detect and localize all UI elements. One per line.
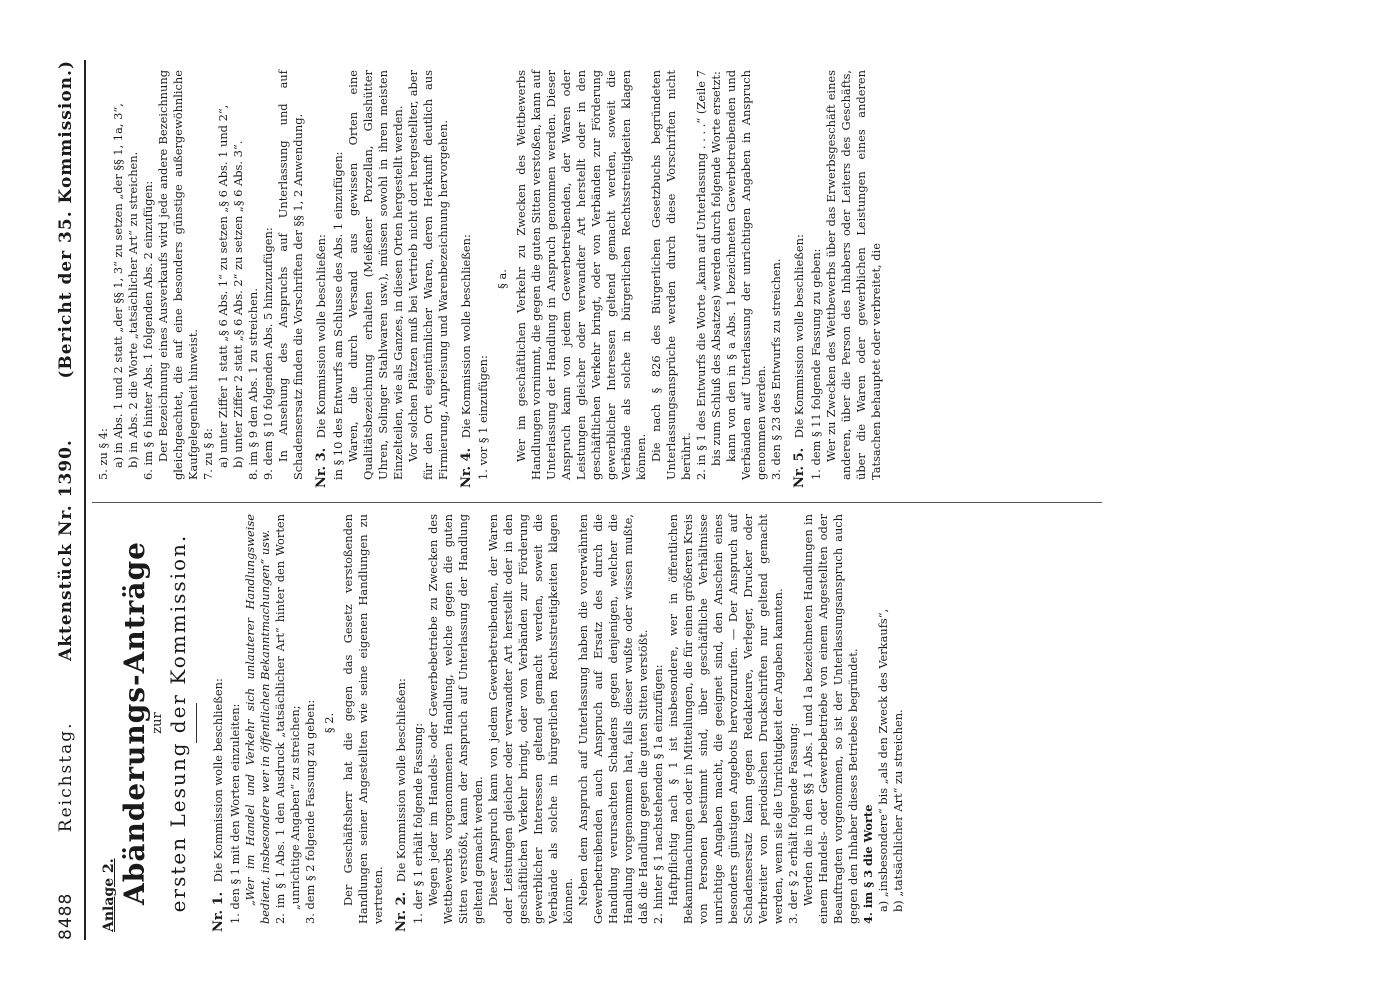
paragraph: Neben dem Anspruch auf Unterlassung haben die vorerwähnten Gewerbetreibenden auch Anspruch auf Ersatz des durch die Handlung verursachten Schadens gegen denjenigen, welcher die Handlung vorgenommen hat, falls dieser wußte oder wissen mußte, daß die Handlung gegen die guten Sitten verstößt. [576, 514, 650, 924]
motion-subitem: b) in Abs. 2 die Worte „tatsächlicher Art“ zu streichen. [126, 151, 140, 468]
page-number: 8488 [56, 892, 76, 940]
section-heading: § a. [495, 269, 509, 289]
motion-intro: Die Kommission wolle beschließen: [314, 234, 328, 439]
motion-item: 2. im § 1 Abs. 1 den Ausdruck „tatsächlicher Art“ hinter den Worten „unrichtige Angaben“ zu streichen; [273, 514, 302, 924]
motion-subitem: b) unter Ziffer 2 statt „§ 6 Abs. 2“ zu setzen „§ 6 Abs. 3“. [231, 140, 245, 468]
motion-intro: Die Kommission wolle beschließen: [459, 234, 473, 439]
motion-item: 3. der § 2 erhält folgende Fassung: [786, 722, 800, 924]
title-connector: zur [150, 712, 165, 734]
motion-label: Nr. 4. [459, 447, 474, 488]
quoted-text: „Wer im Handel und Verkehr sich unlauterer Handlungsweise bedient, insbesondere wer in öffentlichen Bekanntmachungen“ usw. [243, 514, 272, 924]
document-number: Aktenstück Nr. 1390. [56, 439, 76, 661]
paragraph: Wer im geschäftlichen Verkehr zu Zwecken des Wettbewerbs Handlungen vornimmt, die gegen die guten Sitten verstoßen, kann auf Unterlassung der Handlung in Anspruch genommen werden. Dieser Anspruch kann von jedem Gewerbetreibenden, der Waren oder Leistungen gleicher oder verwandter Art herstellt oder in den geschäftlichen Verkehr bringt, oder von Verbänden zur Förderung gewerblicher Interessen geltend gemacht werden, soweit die Verbände als solche in bürgerlichen Rechtsstreitigkeiten klagen können. [514, 70, 648, 480]
motion-label: Nr. 3. [314, 447, 329, 488]
paragraph: kann von den in § a Abs. 1 bezeichneten Gewerbetreibenden und Verbänden auf Unterlassung der unrichtigen Angaben in Anspruch genommen werden. [724, 70, 768, 480]
paragraph: Die nach § 826 des Bürgerlichen Gesetzbuchs begründeten Unterlassungsansprüche werden durch diese Vorschriften nicht berührt. [649, 70, 693, 480]
paragraph: Haftpflichtig nach § 1 ist insbesondere, wer in öffentlichen Bekanntmachungen oder in Mitteilungen, die für einen größeren Kreis von Personen bestimmt sind, über geschäftliche Verhältnisse unrichtige Angaben macht, die geeignet sind, den Anschein eines besonders günstigen Angebots hervorzurufen. — Der Anspruch auf Schadensersatz kann gegen Redakteure, Verleger, Drucker oder Verbreiter von periodischen Druckschriften nur geltend gemacht werden, wenn sie die Unrichtigkeit der Angaben kannten. [666, 514, 785, 924]
motion-intro: Die Kommission wolle beschließen: [394, 678, 408, 883]
paragraph: Vor solchen Plätzen muß bei Vertrieb nicht dort hergestellter, aber für den Ort eigentümlicher Waren, deren Herkunft deutlich aus Firmierung, Anpreisung und Warenbezeichnung hervorgehen. [406, 70, 450, 480]
motion-intro: Die Kommission wolle beschließen: [792, 234, 806, 439]
motion-subitem: b) „tatsächlicher Art“ zu streichen. [891, 709, 905, 912]
motion-item: 3. dem § 2 folgende Fassung zu geben: [303, 699, 317, 924]
paragraph: Dieser Anspruch kann von jedem Gewerbetreibenden, der Waren oder Leistungen gleicher oder verwandter Art herstellt oder in den geschäftlichen Verkehr bringt, oder von Verbänden zur Förderung gewerblicher Interessen geltend gemacht werden, soweit die Verbände als solche in bürgerlichen Rechtsstreitigkeiten klagen können. [486, 514, 575, 924]
annex-label: Anlage 2. [101, 858, 117, 932]
motion-4 [459, 70, 474, 488]
motion-item: 5. zu § 4: [96, 428, 110, 480]
report-reference: (Bericht der 35. Kommission.) [56, 60, 76, 379]
motion-subitem: a) in Abs. 1 und 2 statt „der §§ 1, 3“ zu setzen „der §§ 1, 1a, 3“, [111, 103, 125, 468]
motion-item: 1. der § 1 erhält folgende Fassung: [411, 722, 425, 924]
paragraph: Wer zu Zwecken des Wettbewerbs über das Erwerbsgeschäft eines anderen, über die Person des Inhabers oder Leiters des Geschäfts, über die Waren oder gewerblichen Leistungen eines anderen Tatsachen behauptet oder verbreitet, die [824, 70, 883, 480]
motion-item: 2. in § 1 des Entwurfs die Worte „kann auf Unterlassung . . . .“ (Zeile 7 bis zum Schluß des Absatzes) werden durch folgende Worte ersetzt: [694, 70, 723, 480]
paragraph: Der Bezeichnung eines Ausverkaufs wird jede andere Bezeichnung gleichgeachtet, die auf eine besonders günstige außergewöhnliche Kaufgelegenheit hinweist. [156, 70, 200, 480]
motion-label: Nr. 2. [394, 891, 409, 932]
motion-item: 3. den § 23 des Entwurfs zu streichen. [769, 258, 783, 480]
motion-item: 2. hinter § 1 nachstehenden § 1a einzufügen: [651, 664, 665, 924]
motion-subitem: a) unter Ziffer 1 statt „§ 6 Abs. 1“ zu setzen „§ 6 Abs. 1 und 2“, [216, 104, 230, 468]
subtitle: ersten Lesung der Kommission. [166, 533, 190, 913]
motion-label: Nr. 1. [211, 891, 226, 932]
title-rule [196, 703, 197, 743]
motion-item: 9. dem § 10 folgenden Abs. 5 hinzuzufügen: [261, 227, 275, 480]
motion-intro: Die Kommission wolle beschließen: [211, 678, 225, 883]
paragraph: In Ansehung des Anspruchs auf Unterlassung und auf Schadensersatz finden die Vorschriften der §§ 1, 2 Anwendung. [276, 70, 305, 480]
motion-5 [792, 70, 807, 488]
motion-item: 1. den § 1 mit den Worten einzuleiten: [228, 703, 242, 924]
page-header [56, 60, 80, 940]
main-title: Abänderungs-Anträge [118, 541, 151, 905]
motion-subitem: a) „insbesondere“ bis „als den Zweck des Verkaufs“, [876, 608, 890, 912]
motion-item: 7. zu § 8: [201, 428, 215, 480]
right-column [96, 70, 884, 488]
motion-1 [211, 514, 226, 932]
motion-item: 8. im § 9 den Abs. 1 zu streichen. [246, 288, 260, 480]
motion-3 [314, 70, 329, 488]
column-divider [92, 502, 1102, 503]
section-heading: § 2. [322, 712, 336, 734]
motion-item: 1. vor § 1 einzufügen: [476, 355, 490, 480]
parliament-name: Reichstag. [56, 721, 76, 833]
left-column [96, 514, 906, 932]
motion-2 [394, 514, 409, 932]
motion-label: Nr. 5. [792, 447, 807, 488]
paragraph: Werden die in den §§ 1 Abs. 1 und 1a bezeichneten Handlungen in einem Handels- oder Gewerbebetriebe von einem Angestellten oder Beauftragten vorgenommen, so ist der Unterlassungsanspruch auch gegen den Inhaber dieses Betriebes begründet. [801, 514, 860, 924]
paragraph: Wegen jeder im Handels- oder Gewerbebetriebe zu Zwecken des Wettbewerbs vorgenommenen Handlung, welche gegen die guten Sitten verstößt, kann der Anspruch auf Unterlassung der Handlung geltend gemacht werden. [426, 514, 485, 924]
paragraph: Waren, die durch Versand aus gewissen Orten eine Qualitätsbezeichnung erhalten (Meißener Porzellan, Glashütter Uhren, Solinger Stahlwaren usw.), müssen sowohl in ihren meisten Einzelteilen, wie als Ganzes, in diesen Orten hergestellt werden. [346, 70, 405, 480]
header-rule [84, 60, 86, 940]
motion-item: 6. im § 6 hinter Abs. 1 folgenden Abs. 2 einzufügen: [141, 180, 155, 480]
paragraph: Der Geschäftsherr hat die gegen das Gesetz verstoßenden Handlungen seiner Angestellten wie seine eigenen Handlungen zu vertreten. [341, 514, 385, 924]
motion-item: 4. im § 3 die Worte [861, 804, 875, 924]
motion-item: 1. dem § 11 folgende Fassung zu geben: [809, 248, 823, 480]
motion-item: in § 10 des Entwurfs am Schlusse des Abs. 1 einzufügen: [331, 151, 345, 480]
